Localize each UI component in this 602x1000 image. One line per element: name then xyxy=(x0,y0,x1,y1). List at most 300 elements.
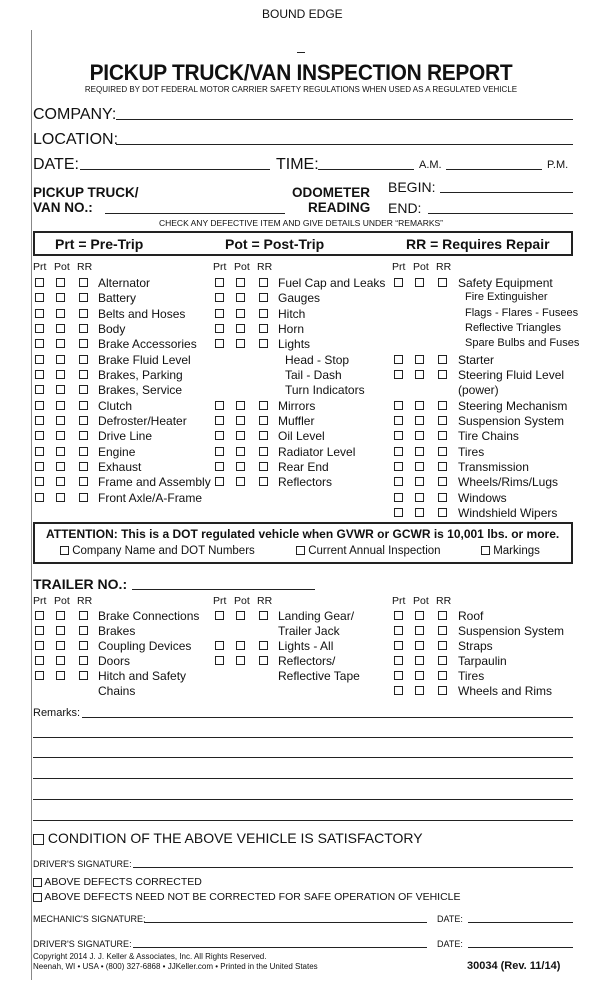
truck-col3-row6-rr-checkbox[interactable] xyxy=(438,370,447,379)
checkbox[interactable] xyxy=(33,834,44,845)
attention-text: ATTENTION: This is a DOT regulated vehicle when GVWR or GCWR is 10,001 lbs. or more. xyxy=(46,527,560,541)
truck-col3-row15-pot-checkbox[interactable] xyxy=(415,508,424,517)
trailer-item: Coupling Devices xyxy=(98,639,192,653)
odometer-label-2: READING xyxy=(308,200,371,215)
trailer-col3-row2-rr-checkbox[interactable] xyxy=(438,641,447,650)
truck-col2-row12-pot-checkbox[interactable] xyxy=(236,462,245,471)
drivers-signature-label-2: DRIVER'S SIGNATURE: xyxy=(33,939,132,949)
truck-col3-row8-rr-checkbox[interactable] xyxy=(438,401,447,410)
truck-col1-row8-pot-checkbox[interactable] xyxy=(56,401,65,410)
truck-col2-row12-rr-checkbox[interactable] xyxy=(259,462,268,471)
trailer-col3-row1-pot-checkbox[interactable] xyxy=(415,626,424,635)
time-pm-field[interactable] xyxy=(446,169,542,170)
truck-col3-row11-pot-checkbox[interactable] xyxy=(415,447,424,456)
inspection-item: Front Axle/A-Frame xyxy=(98,491,203,505)
checkbox[interactable] xyxy=(296,546,305,555)
remarks-line-3[interactable] xyxy=(33,757,573,758)
truck-col3-row11-prt-checkbox[interactable] xyxy=(394,447,403,456)
truck-col3-row6-prt-checkbox[interactable] xyxy=(394,370,403,379)
end-label: END: xyxy=(388,200,422,216)
truck-col1-row2-prt-checkbox[interactable] xyxy=(35,309,44,318)
drivers-date-field[interactable] xyxy=(468,947,573,948)
trailer-col3-row5-pot-checkbox[interactable] xyxy=(415,686,424,695)
checkbox[interactable] xyxy=(481,546,490,555)
legend-pre-trip: Prt = Pre-Trip xyxy=(55,236,144,252)
trailer-col3-row3-rr-checkbox[interactable] xyxy=(438,656,447,665)
location-label: LOCATION: xyxy=(33,131,119,148)
truck-col3-row5-pot-checkbox[interactable] xyxy=(415,355,424,364)
page-subtitle: REQUIRED BY DOT FEDERAL MOTOR CARRIER SAFETY REGULATIONS WHEN USED AS A REGULATED VEHICLE xyxy=(84,85,518,94)
col3-header-pot: Pot xyxy=(413,261,429,273)
truck-col2-row3-prt-checkbox[interactable] xyxy=(215,324,224,333)
inspection-item: Windshield Wipers xyxy=(458,506,558,520)
trailer-col3-row1-prt-checkbox[interactable] xyxy=(394,626,403,635)
trailer-item: Suspension System xyxy=(458,624,565,638)
truck-col1-row2-rr-checkbox[interactable] xyxy=(79,309,88,318)
col1-header-prt: Prt xyxy=(33,261,47,273)
truck-col1-row4-pot-checkbox[interactable] xyxy=(56,339,65,348)
truck-col2-row9-prt-checkbox[interactable] xyxy=(215,416,224,425)
defects-not-needed-label: ABOVE DEFECTS NEED NOT BE CORRECTED FOR SAFE OPERATION OF VEHICLE xyxy=(44,891,461,903)
trailer-item: Chains xyxy=(98,684,136,698)
trailer-col1-row1-pot-checkbox[interactable] xyxy=(56,626,65,635)
inspection-item: Muffler xyxy=(278,414,315,428)
truck-col1-row7-prt-checkbox[interactable] xyxy=(35,385,44,394)
defects-corrected-label: ABOVE DEFECTS CORRECTED xyxy=(44,876,202,888)
attention-option-inspection[interactable] xyxy=(296,545,441,557)
col3-header-rr: RR xyxy=(436,261,452,273)
trailer-col2-row3-rr-checkbox[interactable] xyxy=(259,656,268,665)
truck-col1-row7-pot-checkbox[interactable] xyxy=(56,385,65,394)
trailer-col2-row0-prt-checkbox[interactable] xyxy=(215,611,224,620)
checkbox[interactable] xyxy=(33,893,42,902)
truck-col1-row6-rr-checkbox[interactable] xyxy=(79,370,88,379)
trailer-col3-row4-rr-checkbox[interactable] xyxy=(438,671,447,680)
trailer-item: Lights - All xyxy=(278,639,334,653)
trailer-col2-row2-prt-checkbox[interactable] xyxy=(215,641,224,650)
inspection-item: (power) xyxy=(458,383,499,397)
trailer-col2-row0-rr-checkbox[interactable] xyxy=(259,611,268,620)
truck-col3-row12-prt-checkbox[interactable] xyxy=(394,462,403,471)
trailer-col2-row3-pot-checkbox[interactable] xyxy=(236,656,245,665)
inspection-item: Brakes, Parking xyxy=(98,368,183,382)
truck-col2-row2-rr-checkbox[interactable] xyxy=(259,309,268,318)
truck-col2-row12-prt-checkbox[interactable] xyxy=(215,462,224,471)
pickup-label-1: PICKUP TRUCK/ xyxy=(33,185,139,200)
truck-col2-row10-rr-checkbox[interactable] xyxy=(259,431,268,440)
truck-col2-row13-pot-checkbox[interactable] xyxy=(236,477,245,486)
pickup-label-2: VAN NO.: xyxy=(33,200,93,215)
form-number: 30034 (Rev. 11/14) xyxy=(467,960,561,972)
truck-col2-row9-rr-checkbox[interactable] xyxy=(259,416,268,425)
truck-col3-row9-pot-checkbox[interactable] xyxy=(415,416,424,425)
truck-col1-row3-rr-checkbox[interactable] xyxy=(79,324,88,333)
trailer-col3-header-rr: RR xyxy=(436,595,452,607)
col3-header-prt: Prt xyxy=(392,261,406,273)
truck-col3-row10-rr-checkbox[interactable] xyxy=(438,431,447,440)
truck-col1-row3-prt-checkbox[interactable] xyxy=(35,324,44,333)
truck-col1-row6-pot-checkbox[interactable] xyxy=(56,370,65,379)
truck-col3-row14-prt-checkbox[interactable] xyxy=(394,493,403,502)
trailer-item: Tires xyxy=(458,669,485,683)
trailer-col1-row1-prt-checkbox[interactable] xyxy=(35,626,44,635)
odometer-end-field[interactable] xyxy=(428,213,573,214)
inspection-item: Mirrors xyxy=(278,399,316,413)
inspection-item: Brake Fluid Level xyxy=(98,353,191,367)
mechanics-signature-field[interactable] xyxy=(144,922,427,923)
truck-col1-row12-pot-checkbox[interactable] xyxy=(56,462,65,471)
inspection-item: Oil Level xyxy=(278,429,325,443)
attention-option-company[interactable] xyxy=(60,545,255,557)
truck-col1-row8-rr-checkbox[interactable] xyxy=(79,401,88,410)
truck-col1-row1-prt-checkbox[interactable] xyxy=(35,293,44,302)
publisher-address: Neenah, WI • USA • (800) 327-6868 • JJKeller.com • Printed in the United States xyxy=(33,962,318,971)
remarks-line-6[interactable] xyxy=(33,820,573,821)
inspection-item: Alternator xyxy=(98,276,151,290)
truck-col2-row8-prt-checkbox[interactable] xyxy=(215,401,224,410)
trailer-col3-row0-rr-checkbox[interactable] xyxy=(438,611,447,620)
defects-not-needed[interactable] xyxy=(33,891,461,903)
company-field[interactable] xyxy=(116,119,573,120)
col2-header-rr: RR xyxy=(257,261,273,273)
inspection-item: Drive Line xyxy=(98,429,153,443)
legend-requires-repair: RR = Requires Repair xyxy=(406,236,550,252)
inspection-item: Starter xyxy=(458,353,495,367)
inspection-item: Frame and Assembly xyxy=(98,475,211,489)
truck-col2-row11-prt-checkbox[interactable] xyxy=(215,447,224,456)
truck-col3-row12-rr-checkbox[interactable] xyxy=(438,462,447,471)
trailer-col3-row3-prt-checkbox[interactable] xyxy=(394,656,403,665)
truck-col1-row9-rr-checkbox[interactable] xyxy=(79,416,88,425)
truck-col3-row13-rr-checkbox[interactable] xyxy=(438,477,447,486)
mechanics-date-label: DATE: xyxy=(437,914,463,924)
inspection-item: Radiator Level xyxy=(278,445,356,459)
truck-col2-row3-rr-checkbox[interactable] xyxy=(259,324,268,333)
truck-col2-row8-pot-checkbox[interactable] xyxy=(236,401,245,410)
trailer-col1-row3-pot-checkbox[interactable] xyxy=(56,656,65,665)
trailer-item: Doors xyxy=(98,654,131,668)
remarks-label: Remarks: xyxy=(33,707,81,719)
trailer-col3-row2-pot-checkbox[interactable] xyxy=(415,641,424,650)
inspection-item: Exhaust xyxy=(98,460,142,474)
date-field[interactable] xyxy=(80,169,270,170)
col1-header-rr: RR xyxy=(77,261,93,273)
inspection-item: Fuel Cap and Leaks xyxy=(278,276,386,290)
truck-col1-row0-prt-checkbox[interactable] xyxy=(35,278,44,287)
inspection-item: Lights xyxy=(278,337,311,351)
truck-col1-row11-prt-checkbox[interactable] xyxy=(35,447,44,456)
trailer-col2-row3-prt-checkbox[interactable] xyxy=(215,656,224,665)
truck-col1-row12-rr-checkbox[interactable] xyxy=(79,462,88,471)
truck-col3-row13-pot-checkbox[interactable] xyxy=(415,477,424,486)
truck-col1-row0-pot-checkbox[interactable] xyxy=(56,278,65,287)
attention-option-label: Company Name and DOT Numbers xyxy=(72,545,255,557)
truck-col2-row8-rr-checkbox[interactable] xyxy=(259,401,268,410)
truck-col1-row3-pot-checkbox[interactable] xyxy=(56,324,65,333)
inspection-item: Brake Accessories xyxy=(98,337,197,351)
lights-sub-item: Turn Indicators xyxy=(285,383,365,397)
trailer-col2-header-pot: Pot xyxy=(234,595,250,607)
trailer-item: Trailer Jack xyxy=(278,624,340,638)
trailer-col1-row3-prt-checkbox[interactable] xyxy=(35,656,44,665)
attention-option-label: Current Annual Inspection xyxy=(308,545,441,557)
remarks-line-5[interactable] xyxy=(33,799,573,800)
truck-col3-row9-rr-checkbox[interactable] xyxy=(438,416,447,425)
truck-col3-safety-pot-checkbox[interactable] xyxy=(415,278,424,287)
trailer-label: TRAILER NO.: xyxy=(33,576,128,592)
trailer-col1-row4-rr-checkbox[interactable] xyxy=(79,671,88,680)
page-title: PICKUP TRUCK/VAN INSPECTION REPORT xyxy=(89,60,513,85)
truck-col1-row12-prt-checkbox[interactable] xyxy=(35,462,44,471)
col1-header-pot: Pot xyxy=(54,261,70,273)
truck-col3-row10-prt-checkbox[interactable] xyxy=(394,431,403,440)
trailer-col1-row4-pot-checkbox[interactable] xyxy=(56,671,65,680)
trailer-item: Roof xyxy=(458,609,484,623)
odometer-begin-field[interactable] xyxy=(440,192,573,193)
truck-col1-row14-pot-checkbox[interactable] xyxy=(56,493,65,502)
inspection-item: Hitch xyxy=(278,307,306,321)
truck-col1-row10-prt-checkbox[interactable] xyxy=(35,431,44,440)
inspection-item: Tires xyxy=(458,445,485,459)
truck-col2-row1-pot-checkbox[interactable] xyxy=(236,293,245,302)
trailer-col1-row0-pot-checkbox[interactable] xyxy=(56,611,65,620)
inspection-item: Battery xyxy=(98,291,137,305)
checkbox[interactable] xyxy=(33,878,42,887)
trailer-item: Brakes xyxy=(98,624,136,638)
inspection-item: Defroster/Heater xyxy=(98,414,187,428)
mechanics-signature-label: MECHANIC'S SIGNATURE: xyxy=(33,914,146,924)
trailer-col2-row0-pot-checkbox[interactable] xyxy=(236,611,245,620)
trailer-item: Straps xyxy=(458,639,493,653)
company-label: COMPANY: xyxy=(33,106,117,123)
truck-col1-row9-prt-checkbox[interactable] xyxy=(35,416,44,425)
inspection-item: Belts and Hoses xyxy=(98,307,186,321)
inspection-item: Reflectors xyxy=(278,475,333,489)
truck-col2-row3-pot-checkbox[interactable] xyxy=(236,324,245,333)
pm-label: P.M. xyxy=(547,159,569,171)
trailer-col1-row3-rr-checkbox[interactable] xyxy=(79,656,88,665)
truck-col3-safety-rr-checkbox[interactable] xyxy=(438,278,447,287)
truck-col1-row2-pot-checkbox[interactable] xyxy=(56,309,65,318)
inspection-item: Steering Fluid Level xyxy=(458,368,565,382)
mechanics-date-field[interactable] xyxy=(468,922,573,923)
truck-col2-row9-pot-checkbox[interactable] xyxy=(236,416,245,425)
trailer-col3-row1-rr-checkbox[interactable] xyxy=(438,626,447,635)
truck-col2-row2-pot-checkbox[interactable] xyxy=(236,309,245,318)
trailer-item: Landing Gear/ xyxy=(278,609,355,623)
checkbox[interactable] xyxy=(60,546,69,555)
truck-col1-row14-rr-checkbox[interactable] xyxy=(79,493,88,502)
inspection-item: Windows xyxy=(458,491,507,505)
center-mark xyxy=(297,52,305,53)
truck-col2-row2-prt-checkbox[interactable] xyxy=(215,309,224,318)
trailer-item: Hitch and Safety xyxy=(98,669,187,683)
truck-col2-row11-rr-checkbox[interactable] xyxy=(259,447,268,456)
safety-sub-item: Flags - Flares - Fusees xyxy=(465,307,579,319)
copyright: Copyright 2014 J. J. Keller & Associates, Inc. All Rights Reserved. xyxy=(33,952,267,961)
drivers-signature-label-1: DRIVER'S SIGNATURE: xyxy=(33,859,132,869)
truck-col2-row4-rr-checkbox[interactable] xyxy=(259,339,268,348)
truck-col1-row5-rr-checkbox[interactable] xyxy=(79,355,88,364)
truck-col3-row14-rr-checkbox[interactable] xyxy=(438,493,447,502)
van-number-field[interactable] xyxy=(105,213,285,214)
truck-col1-row10-rr-checkbox[interactable] xyxy=(79,431,88,440)
trailer-col3-row5-rr-checkbox[interactable] xyxy=(438,686,447,695)
trailer-item: Reflective Tape xyxy=(278,669,360,683)
inspection-item: Horn xyxy=(278,322,305,336)
lights-sub-item: Tail - Dash xyxy=(285,368,342,382)
truck-col1-row1-pot-checkbox[interactable] xyxy=(56,293,65,302)
trailer-col1-row2-rr-checkbox[interactable] xyxy=(79,641,88,650)
truck-col1-row11-pot-checkbox[interactable] xyxy=(56,447,65,456)
trailer-item: Reflectors/ xyxy=(278,654,336,668)
remarks-line-2[interactable] xyxy=(33,737,573,738)
remarks-line-4[interactable] xyxy=(33,778,573,779)
truck-col3-row15-prt-checkbox[interactable] xyxy=(394,508,403,517)
drivers-date-label: DATE: xyxy=(437,939,463,949)
truck-col3-row9-prt-checkbox[interactable] xyxy=(394,416,403,425)
truck-col1-row13-prt-checkbox[interactable] xyxy=(35,477,44,486)
truck-col1-row6-prt-checkbox[interactable] xyxy=(35,370,44,379)
truck-col1-row4-prt-checkbox[interactable] xyxy=(35,339,44,348)
trailer-col3-row0-pot-checkbox[interactable] xyxy=(415,611,424,620)
truck-col2-row11-pot-checkbox[interactable] xyxy=(236,447,245,456)
truck-col1-row1-rr-checkbox[interactable] xyxy=(79,293,88,302)
trailer-col2-row2-rr-checkbox[interactable] xyxy=(259,641,268,650)
inspection-item: Suspension System xyxy=(458,414,565,428)
trailer-col1-header-pot: Pot xyxy=(54,595,70,607)
truck-col2-row10-prt-checkbox[interactable] xyxy=(215,431,224,440)
trailer-col1-row4-prt-checkbox[interactable] xyxy=(35,671,44,680)
trailer-col2-row2-pot-checkbox[interactable] xyxy=(236,641,245,650)
truck-col3-row15-rr-checkbox[interactable] xyxy=(438,508,447,517)
bound-edge-label: BOUND EDGE xyxy=(262,7,343,21)
truck-col1-row4-rr-checkbox[interactable] xyxy=(79,339,88,348)
trailer-col1-row1-rr-checkbox[interactable] xyxy=(79,626,88,635)
time-am-field[interactable] xyxy=(318,169,414,170)
truck-col2-row0-prt-checkbox[interactable] xyxy=(215,278,224,287)
trailer-col2-header-prt: Prt xyxy=(213,595,227,607)
trailer-col3-row4-prt-checkbox[interactable] xyxy=(394,671,403,680)
truck-col2-row10-pot-checkbox[interactable] xyxy=(236,431,245,440)
time-label: TIME: xyxy=(276,156,319,173)
trailer-col1-row0-rr-checkbox[interactable] xyxy=(79,611,88,620)
trailer-item: Wheels and Rims xyxy=(458,684,553,698)
instruction-text: CHECK ANY DEFECTIVE ITEM AND GIVE DETAILS UNDER “REMARKS” xyxy=(158,218,443,228)
drivers-signature-field-2[interactable] xyxy=(133,947,427,948)
truck-col2-row1-rr-checkbox[interactable] xyxy=(259,293,268,302)
defects-corrected[interactable] xyxy=(33,876,202,888)
truck-col1-row5-pot-checkbox[interactable] xyxy=(56,355,65,364)
truck-col3-row14-pot-checkbox[interactable] xyxy=(415,493,424,502)
trailer-col3-row4-pot-checkbox[interactable] xyxy=(415,671,424,680)
col2-header-pot: Pot xyxy=(234,261,250,273)
lights-sub-item: Head - Stop xyxy=(285,353,350,367)
begin-label: BEGIN: xyxy=(388,179,436,195)
truck-col3-row8-pot-checkbox[interactable] xyxy=(415,401,424,410)
trailer-col1-row0-prt-checkbox[interactable] xyxy=(35,611,44,620)
truck-col3-row5-rr-checkbox[interactable] xyxy=(438,355,447,364)
inspection-item: Body xyxy=(98,322,126,336)
truck-col3-safety-prt-checkbox[interactable] xyxy=(394,278,403,287)
remarks-line-1[interactable] xyxy=(82,717,573,718)
drivers-signature-field-1[interactable] xyxy=(133,867,573,868)
location-field[interactable] xyxy=(116,144,573,145)
condition-label: CONDITION OF THE ABOVE VEHICLE IS SATISFACTORY xyxy=(47,830,423,846)
truck-col3-row11-rr-checkbox[interactable] xyxy=(438,447,447,456)
attention-option-markings[interactable] xyxy=(481,545,540,557)
truck-col2-row0-pot-checkbox[interactable] xyxy=(236,278,245,287)
truck-col3-row13-prt-checkbox[interactable] xyxy=(394,477,403,486)
col2-header-prt: Prt xyxy=(213,261,227,273)
truck-col3-row10-pot-checkbox[interactable] xyxy=(415,431,424,440)
truck-col2-row13-prt-checkbox[interactable] xyxy=(215,477,224,486)
truck-col1-row14-prt-checkbox[interactable] xyxy=(35,493,44,502)
inspection-item: Steering Mechanism xyxy=(458,399,568,413)
attention-option-label: Markings xyxy=(493,545,540,557)
trailer-col3-row3-pot-checkbox[interactable] xyxy=(415,656,424,665)
date-label: DATE: xyxy=(33,156,79,173)
truck-col1-row9-pot-checkbox[interactable] xyxy=(56,416,65,425)
truck-col1-row13-rr-checkbox[interactable] xyxy=(79,477,88,486)
legend-post-trip: Pot = Post-Trip xyxy=(225,236,325,252)
inspection-item: Brakes, Service xyxy=(98,383,183,397)
truck-col2-row4-prt-checkbox[interactable] xyxy=(215,339,224,348)
truck-col1-row13-pot-checkbox[interactable] xyxy=(56,477,65,486)
truck-col3-row5-prt-checkbox[interactable] xyxy=(394,355,403,364)
truck-col3-row8-prt-checkbox[interactable] xyxy=(394,401,403,410)
truck-col1-row5-prt-checkbox[interactable] xyxy=(35,355,44,364)
safety-sub-item: Reflective Triangles xyxy=(465,322,561,334)
trailer-item: Tarpaulin xyxy=(458,654,507,668)
truck-col1-row8-prt-checkbox[interactable] xyxy=(35,401,44,410)
trailer-col3-header-pot: Pot xyxy=(413,595,429,607)
truck-col2-row1-prt-checkbox[interactable] xyxy=(215,293,224,302)
truck-col1-row10-pot-checkbox[interactable] xyxy=(56,431,65,440)
inspection-item: Wheels/Rims/Lugs xyxy=(458,475,559,489)
trailer-col2-header-rr: RR xyxy=(257,595,273,607)
truck-col2-row13-rr-checkbox[interactable] xyxy=(259,477,268,486)
trailer-col1-row2-prt-checkbox[interactable] xyxy=(35,641,44,650)
trailer-col3-row5-prt-checkbox[interactable] xyxy=(394,686,403,695)
safety-sub-item: Spare Bulbs and Fuses xyxy=(465,337,580,349)
truck-col1-row11-rr-checkbox[interactable] xyxy=(79,447,88,456)
inspection-item: Safety Equipment xyxy=(458,276,553,290)
truck-col2-row4-pot-checkbox[interactable] xyxy=(236,339,245,348)
inspection-item: Engine xyxy=(98,445,136,459)
condition-satisfactory[interactable] xyxy=(33,830,423,846)
inspection-item: Clutch xyxy=(98,399,133,413)
trailer-col1-header-rr: RR xyxy=(77,595,93,607)
odometer-label-1: ODOMETER xyxy=(292,185,371,200)
truck-col3-row12-pot-checkbox[interactable] xyxy=(415,462,424,471)
trailer-col3-row0-prt-checkbox[interactable] xyxy=(394,611,403,620)
truck-col1-row0-rr-checkbox[interactable] xyxy=(79,278,88,287)
trailer-item: Brake Connections xyxy=(98,609,200,623)
trailer-col3-header-prt: Prt xyxy=(392,595,406,607)
truck-col2-row0-rr-checkbox[interactable] xyxy=(259,278,268,287)
inspection-item: Transmission xyxy=(458,460,529,474)
truck-col3-row6-pot-checkbox[interactable] xyxy=(415,370,424,379)
inspection-item: Tire Chains xyxy=(458,429,519,443)
inspection-item: Gauges xyxy=(278,291,321,305)
am-label: A.M. xyxy=(419,159,442,171)
trailer-number-field[interactable] xyxy=(132,589,315,590)
trailer-col1-header-prt: Prt xyxy=(33,595,47,607)
trailer-col1-row2-pot-checkbox[interactable] xyxy=(56,641,65,650)
trailer-col3-row2-prt-checkbox[interactable] xyxy=(394,641,403,650)
truck-col1-row7-rr-checkbox[interactable] xyxy=(79,385,88,394)
